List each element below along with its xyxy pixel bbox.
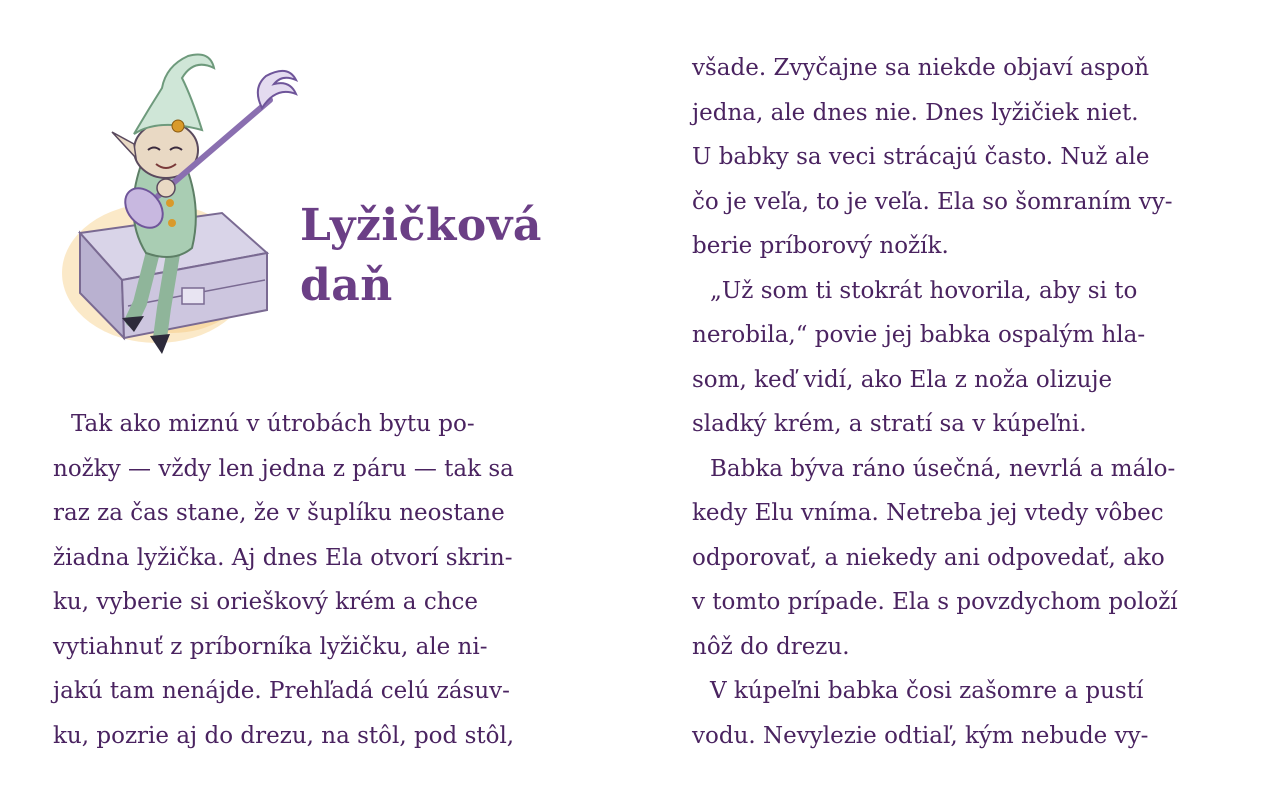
text-line: „Už som ti stokrát hovorila, aby si to (710, 277, 1138, 304)
text-line: jakú tam nenájde. Prehľadá celú zásuv- (53, 678, 510, 704)
text-line: ku, pozrie aj do drezu, na stôl, pod stôl, (53, 722, 515, 749)
text-line: ku, vyberie si orieškový krém a chce (53, 589, 479, 615)
text-line: berie príborový nožík. (692, 233, 949, 259)
text-line: som, keď vidí, ako Ela z noža olizuje (692, 366, 1113, 393)
text-line: Babka býva ráno úsečná, nevrlá a málo- (710, 455, 1176, 482)
text-line: nôž do drezu. (692, 633, 850, 660)
text-line: žiadna lyžička. Aj dnes Ela otvorí skrin- (53, 544, 513, 571)
right-page (640, 0, 1280, 800)
text-line: Tak ako miznú v útrobách bytu po- (71, 411, 475, 437)
elf-with-spoon-illustration (62, 48, 312, 368)
text-line: V kúpeľni babka čosi zašomre a pustí (710, 678, 1144, 704)
text-line: jedna, ale dnes nie. Dnes lyžičiek niet. (692, 99, 1139, 126)
chapter-title-line-2: daň (300, 260, 393, 311)
text-line: U babky sa veci strácajú často. Nuž ale (692, 144, 1150, 170)
left-page-body-text (53, 402, 514, 758)
right-page-body-text (692, 46, 1178, 758)
text-line: vytiahnuť z príborníka lyžičku, ale ni- (53, 633, 488, 660)
text-line: sladký krém, a stratí sa v kúpeľni. (692, 411, 1087, 437)
text-line: v tomto prípade. Ela s povzdychom položí (692, 589, 1178, 615)
chapter-title-line-1: Lyžičková (300, 200, 542, 251)
text-line: odporovať, a niekedy ani odpovedať, ako (692, 544, 1165, 571)
text-line: kedy Elu vníma. Netreba jej vtedy vôbec (692, 500, 1164, 526)
chapter-title (300, 196, 542, 316)
text-line: nožky — vždy len jedna z páru — tak sa (53, 455, 514, 482)
text-line: vodu. Nevylezie odtiaľ, kým nebude vy- (692, 722, 1149, 749)
text-line: čo je veľa, to je veľa. Ela so šomraním vy- (692, 188, 1173, 215)
text-line: raz za čas stane, že v šuplíku neostane (53, 500, 505, 526)
text-line: všade. Zvyčajne sa niekde objaví aspoň (692, 55, 1150, 81)
text-line: nerobila,“ povie jej babka ospalým hla- (692, 322, 1146, 348)
